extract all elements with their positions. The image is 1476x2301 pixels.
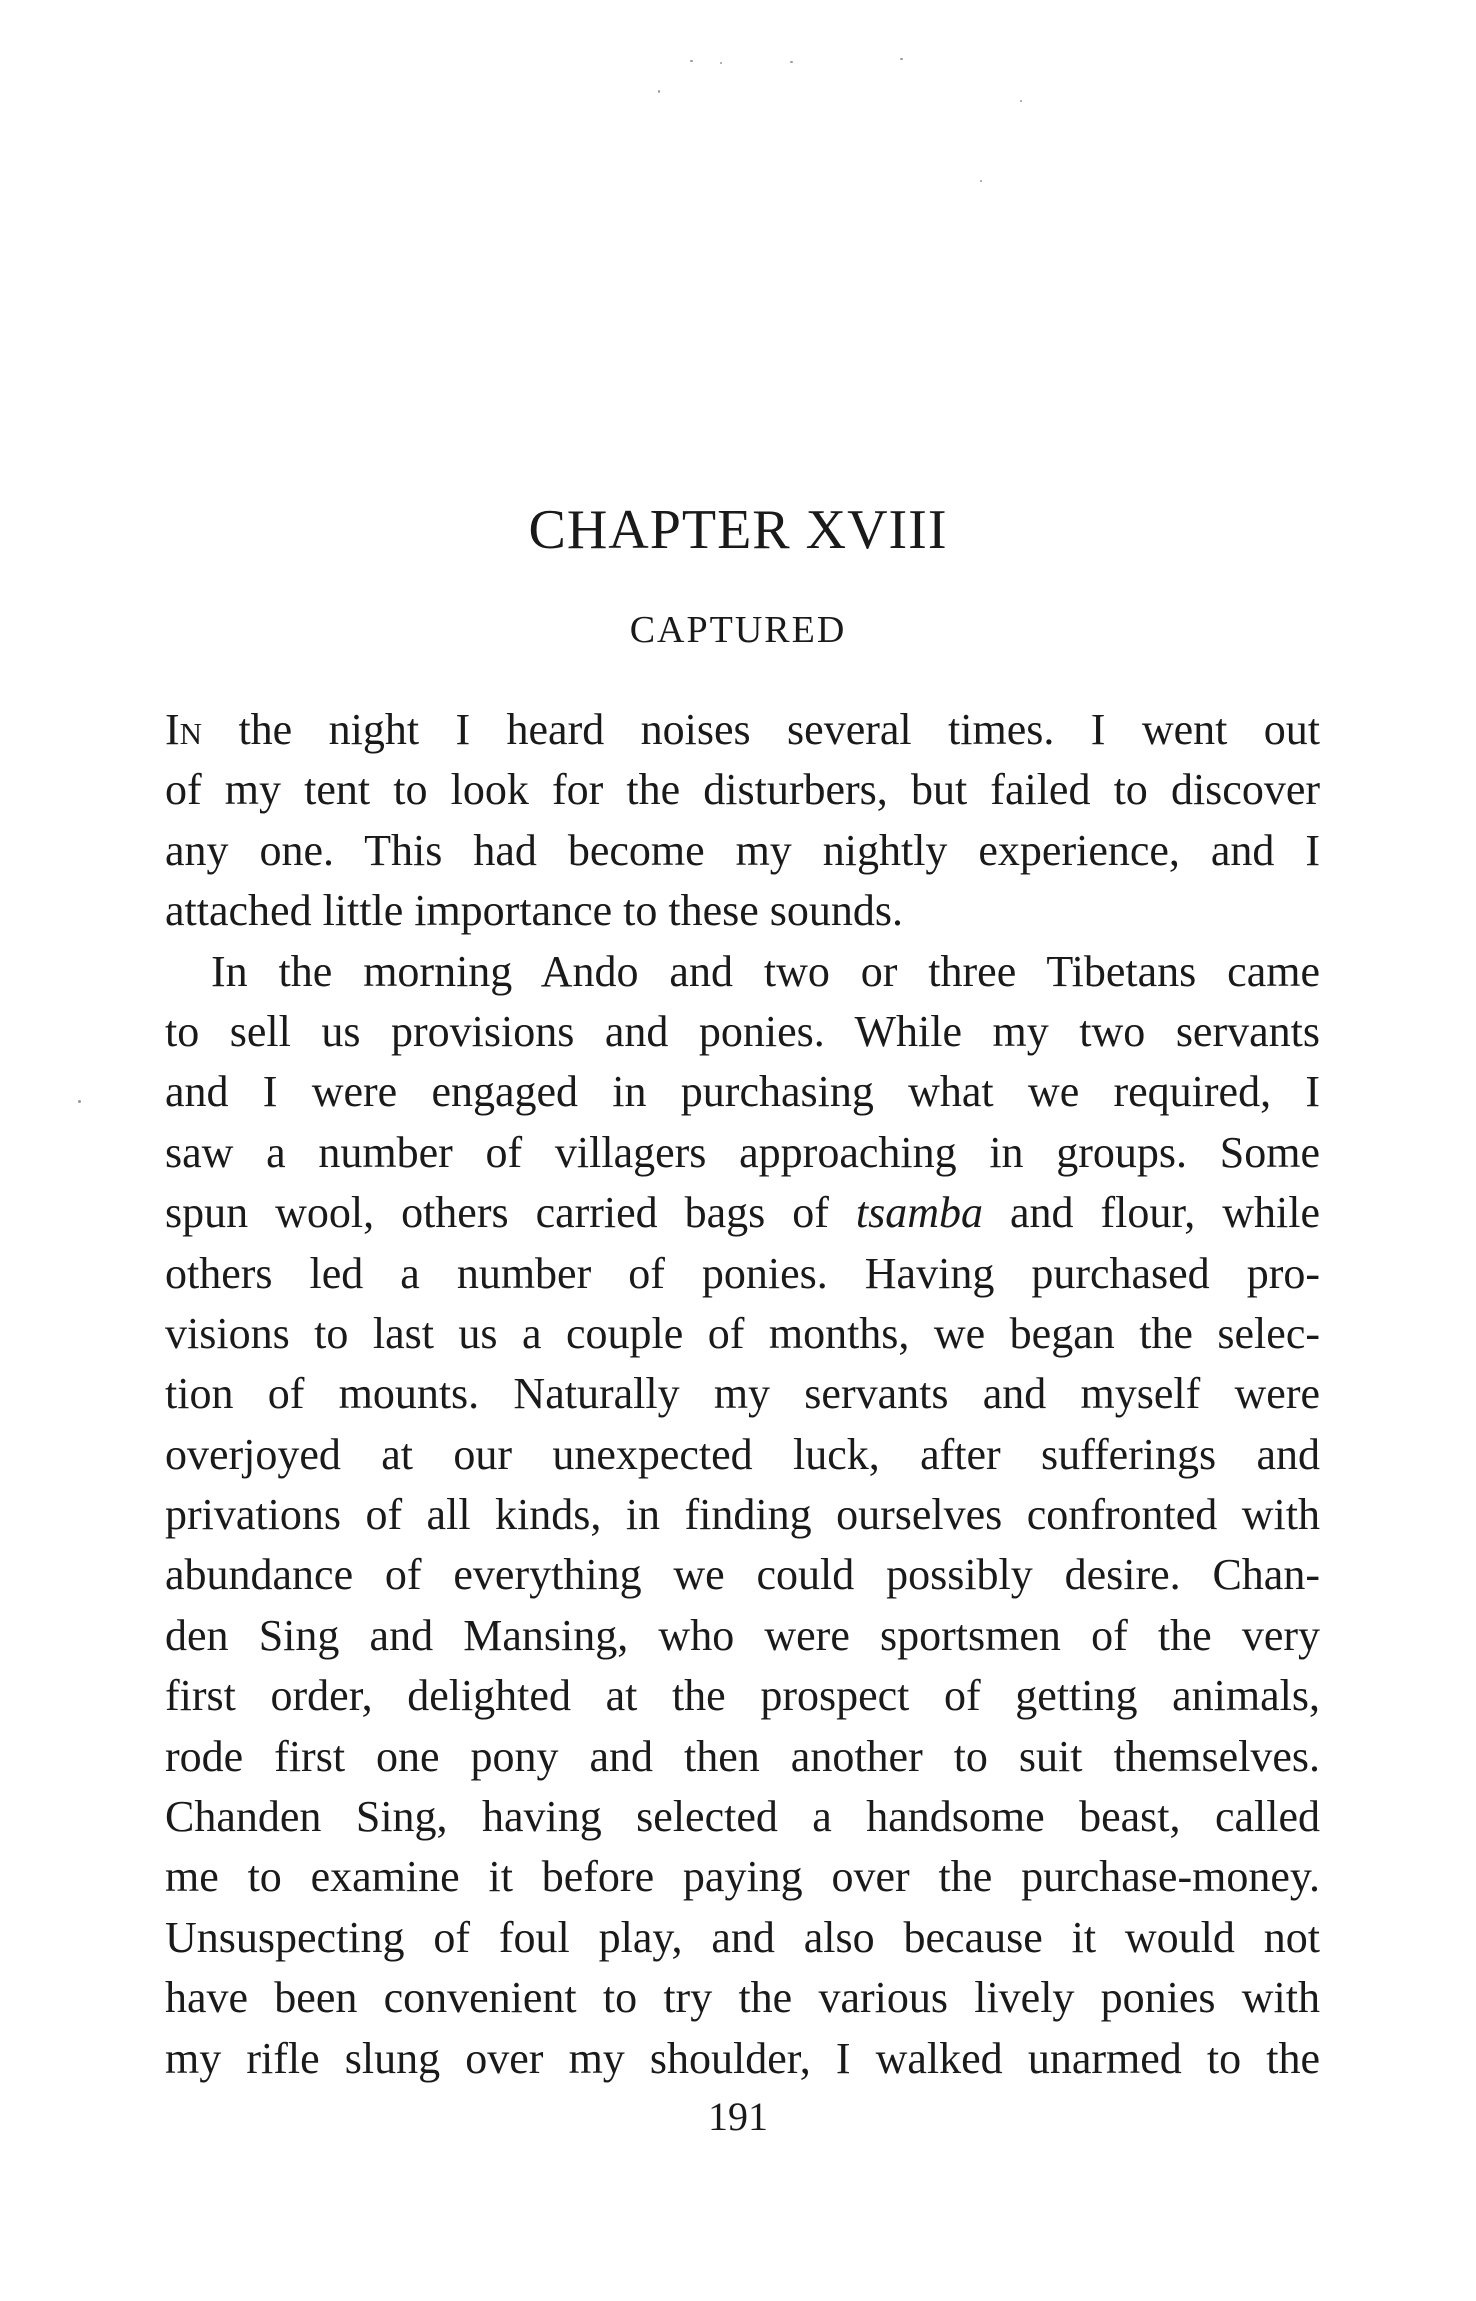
scan-speck (690, 60, 693, 62)
text-line: privations of all kinds, in finding ourselves confronted with (165, 1490, 1320, 1540)
text-line: In the night I heard noises several times. I went out (165, 705, 1320, 754)
text-line: In the morning Ando and two or three Tibetans came (211, 946, 1320, 996)
text-line: have been convenient to try the various lively ponies with (165, 1973, 1320, 2023)
scan-speck (720, 62, 722, 64)
page-number: 191 (708, 2094, 768, 2139)
text-line: rode first one pony and then another to suit themselves. (165, 1731, 1320, 1781)
paragraph-lead: In (165, 705, 203, 754)
text-line: of my tent to look for the disturbers, but failed to discover (165, 765, 1320, 815)
text-line: Chanden Sing, having selected a handsome beast, called (165, 1792, 1320, 1842)
text-line: me to examine it before paying over the purchase-money. (165, 1852, 1320, 1902)
text-line: and I were engaged in purchasing what we required, I (165, 1067, 1320, 1117)
scan-speck (1020, 100, 1022, 102)
text-line: Unsuspecting of foul play, and also because it would not (165, 1912, 1320, 1962)
italic-term: tsamba (855, 1188, 984, 1238)
text-line: spun wool, others carried bags of tsamba and flour, while (165, 1188, 1320, 1238)
text-line: saw a number of villagers approaching in groups. Some (165, 1127, 1320, 1177)
text-line: attached little importance to these sounds. (165, 886, 904, 936)
text-line: my rifle slung over my shoulder, I walked unarmed to the (165, 2033, 1320, 2083)
text-line: abundance of everything we could possibly desire. Chan- (165, 1550, 1320, 1600)
scan-speck (980, 180, 982, 182)
text-line: others led a number of ponies. Having purchased pro- (165, 1248, 1320, 1298)
scan-speck (900, 58, 903, 60)
scan-speck (790, 61, 793, 63)
scan-speck (78, 1100, 81, 1103)
text-line: to sell us provisions and ponies. While my two servants (165, 1006, 1320, 1056)
chapter-title: CHAPTER XVIII (528, 499, 948, 561)
body-text (165, 700, 1320, 2089)
text-line: overjoyed at our unexpected luck, after sufferings and (165, 1429, 1320, 1479)
scan-speck (658, 90, 660, 93)
text-line: any one. This had become my nightly experience, and I (165, 825, 1320, 875)
text-line: visions to last us a couple of months, we began the selec- (165, 1308, 1320, 1358)
text-line: den Sing and Mansing, who were sportsmen of the very (165, 1610, 1320, 1660)
chapter-subtitle: CAPTURED (629, 609, 847, 651)
text-line: first order, delighted at the prospect of getting animals, (165, 1671, 1320, 1721)
text-line: tion of mounts. Naturally my servants and myself were (165, 1369, 1320, 1419)
